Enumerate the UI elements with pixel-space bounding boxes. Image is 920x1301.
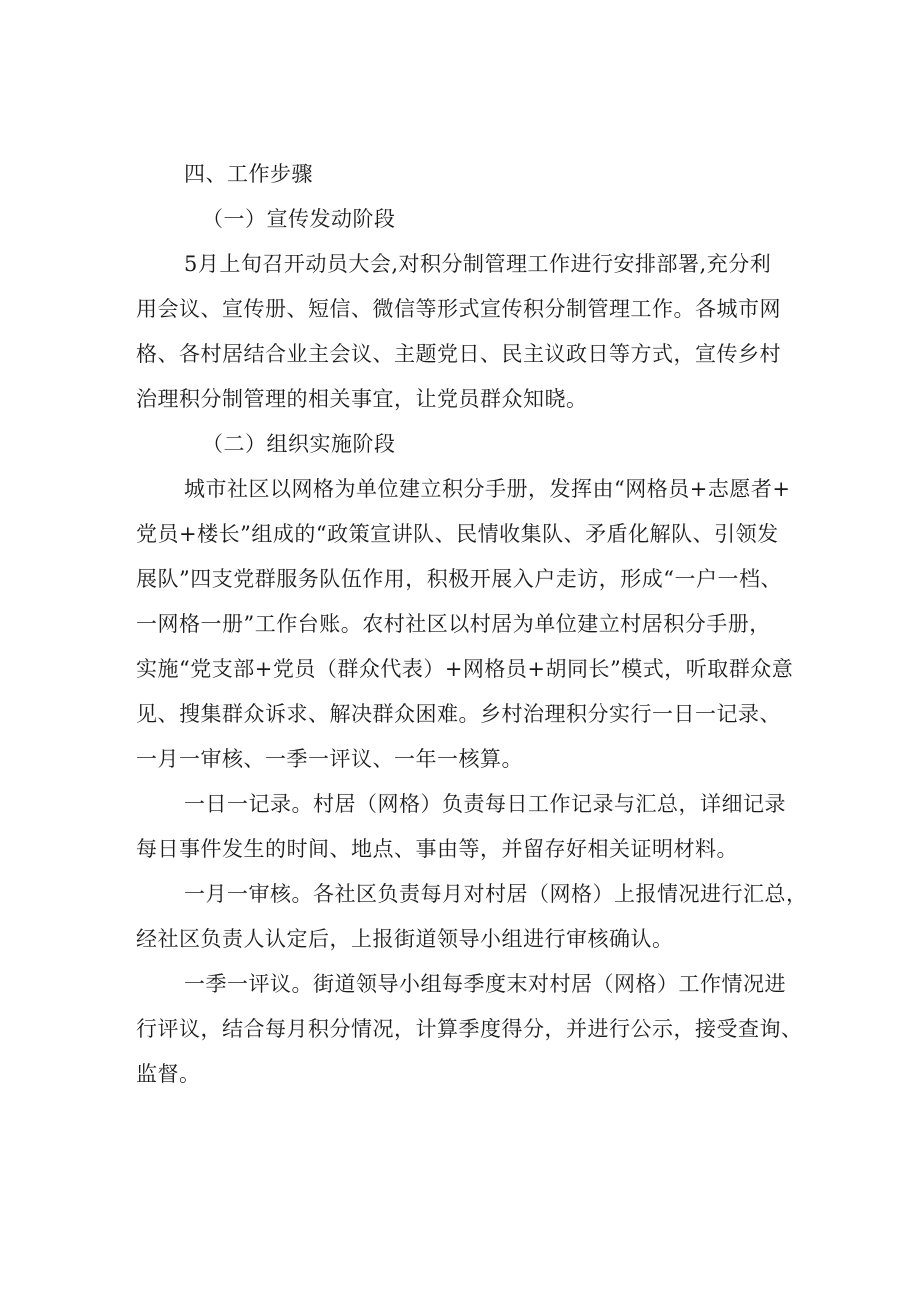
paragraph-line: 治理积分制管理的相关事宜，让党员群众知晓。 (136, 387, 588, 411)
paragraph-line: 实施“党支部+党员（群众代表）+网格员+胡同长”模式，听取群众意 (136, 657, 794, 681)
paragraph-line: 5月上旬召开动员大会,对积分制管理工作进行安排部署,充分利 (184, 252, 772, 276)
document-body (136, 152, 808, 1097)
paragraph-line: 城市社区以网格为单位建立积分手册，发挥由“网格员+志愿者+ (184, 477, 791, 501)
paragraph-implementation (136, 467, 796, 782)
paragraph-line: 监督。 (136, 1062, 201, 1086)
subsection-title-implementation: （二）组织实施阶段 (202, 432, 396, 456)
paragraph-line: 党员+楼长”组成的“政策宣讲队、民情收集队、矛盾化解队、引领发 (136, 522, 779, 546)
paragraph-line: 每日事件发生的时间、地点、事由等，并留存好相关证明材料。 (136, 837, 738, 861)
paragraph-line: 行评议，结合每月积分情况，计算季度得分，并进行公示，接受查询、 (136, 1017, 803, 1041)
paragraph-line: 展队”四支党群服务队伍作用，积极开展入户走访，形成“一户一档、 (136, 567, 782, 591)
paragraph-line: 一网格一册”工作台账。农村社区以村居为单位建立村居积分手册， (136, 612, 771, 636)
paragraph-line: 见、搜集群众诉求、解决群众困难。乡村治理积分实行一日一记录、 (136, 702, 781, 726)
paragraph-line: 一月一审核、一季一评议、一年一核算。 (136, 747, 523, 771)
section-heading: 四、工作步骤 (184, 162, 313, 186)
subsection-title-propaganda: （一）宣传发动阶段 (202, 207, 396, 231)
paragraph-line: 一季一评议。街道领导小组每季度末对村居（网格）工作情况进 (184, 972, 786, 996)
paragraph-line: 一月一审核。各社区负责每月对村居（网格）上报情况进行汇总， (184, 882, 808, 906)
paragraph-quarterly-evaluation (136, 962, 803, 1097)
paragraph-line: 格、各村居结合业主会议、主题党日、民主议政日等方式，宣传乡村 (136, 342, 781, 366)
paragraph-line: 用会议、宣传册、短信、微信等形式宣传积分制管理工作。各城市网 (136, 297, 781, 321)
paragraph-line: 一日一记录。村居（网格）负责每日工作记录与汇总，详细记录 (184, 792, 786, 816)
paragraph-monthly-review (136, 872, 808, 962)
paragraph-daily-record (136, 782, 796, 872)
paragraph-propaganda (136, 242, 796, 422)
paragraph-line: 经社区负责人认定后，上报街道领导小组进行审核确认。 (136, 927, 674, 951)
